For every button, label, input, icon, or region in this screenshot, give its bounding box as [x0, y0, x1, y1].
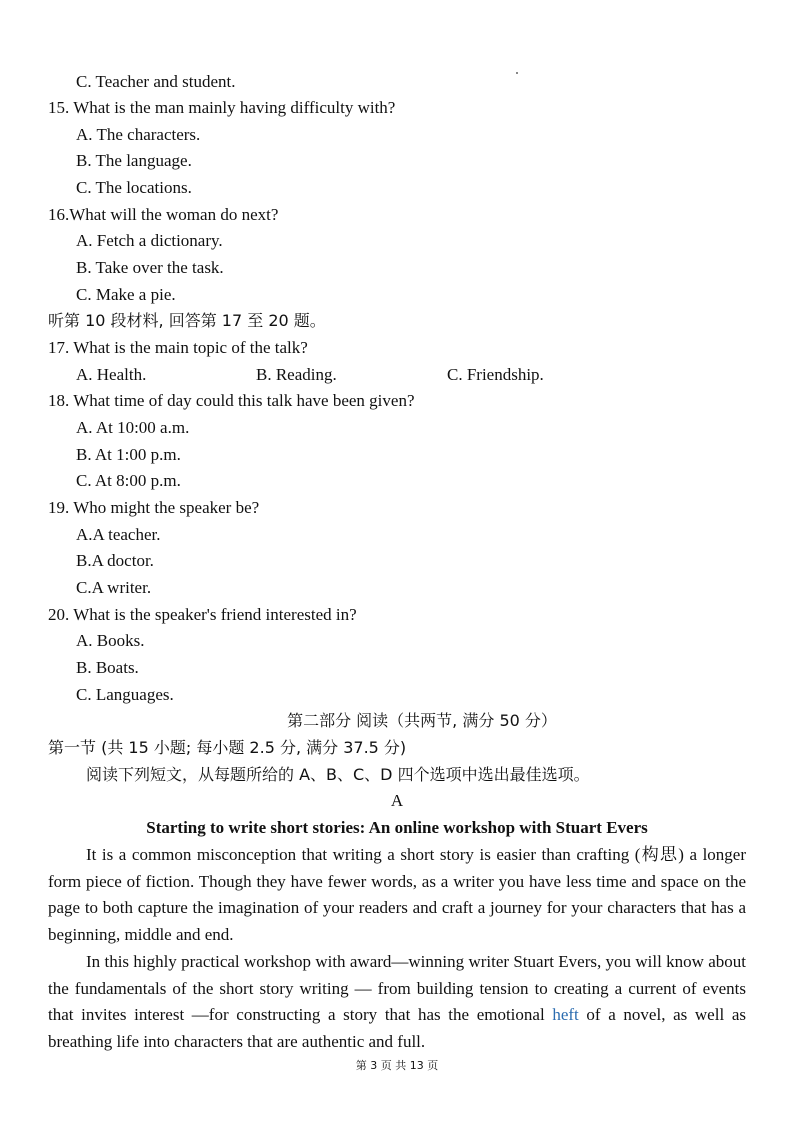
scan-speck — [516, 72, 518, 74]
passage-letter: A — [390, 791, 404, 810]
q16-option-c: C. Make a pie. — [76, 285, 176, 304]
q18-option-b: B. At 1:00 p.m. — [76, 445, 181, 464]
q16-question: 16.What will the woman do next? — [48, 205, 279, 224]
q19-option-b: B.A doctor. — [76, 551, 154, 570]
q17-question: 17. What is the main topic of the talk? — [48, 338, 308, 357]
q20-option-b: B. Boats. — [76, 658, 139, 677]
q18-question: 18. What time of day could this talk have been given? — [48, 391, 415, 410]
section1-heading: 第一节 (共 15 小题; 每小题 2.5 分, 满分 37.5 分) — [48, 738, 407, 757]
passage-title: Starting to write short stories: An online workshop with Stuart Evers — [146, 818, 648, 837]
q19-option-c: C.A writer. — [76, 578, 152, 597]
part2-title: 第二部分 阅读（共两节, 满分 50 分） — [287, 711, 557, 730]
q18-option-a: A. At 10:00 a.m. — [76, 418, 190, 437]
q14-option-c: C. Teacher and student. — [76, 72, 236, 91]
q17-option-c: C. Friendship. — [447, 365, 544, 384]
passage-paragraph-2 — [48, 949, 746, 1056]
q16-option-b: B. Take over the task. — [76, 258, 224, 277]
q20-option-a: A. Books. — [76, 631, 145, 650]
q20-option-c: C. Languages. — [76, 685, 174, 704]
q19-option-a: A.A teacher. — [76, 525, 161, 544]
q18-option-c: C. At 8:00 p.m. — [76, 471, 181, 490]
q15-option-c: C. The locations. — [76, 178, 192, 197]
q16-option-a: A. Fetch a dictionary. — [76, 231, 223, 250]
q20-question: 20. What is the speaker's friend interested in? — [48, 605, 357, 624]
instruction-section-10: 听第 10 段材料, 回答第 17 至 20 题。 — [48, 311, 326, 330]
q15-question: 15. What is the man mainly having difficulty with? — [48, 98, 396, 117]
q15-option-b: B. The language. — [76, 151, 192, 170]
paragraph-2-text: In this highly practical workshop with award—winning writer Stuart Evers, you will know about the fundamentals of the short story writing — from building tension to creating a current of events that invites interest —for constructing a story that has the emotional — [48, 952, 746, 1025]
paragraph-2-text-end: of a novel, as well as breathing life into characters that are authentic and full. — [48, 1005, 746, 1052]
highlighted-word: heft — [552, 1005, 579, 1025]
q15-option-a: A. The characters. — [76, 125, 201, 144]
q19-question: 19. Who might the speaker be? — [48, 498, 260, 517]
passage-paragraph-1: It is a common misconception that writing a short story is easier than crafting (构思) a longer form piece of fiction. Though they have fewer words, as a writer you have less time and space on the page to both capture the imagination of your readers and craft a journey for your characters that has a beginning, middle and end. — [48, 845, 746, 945]
page-number: 第 3 页 共 13 页 — [355, 1059, 439, 1072]
q17-option-a: A. Health. — [76, 365, 147, 384]
q17-option-b: B. Reading. — [256, 365, 337, 384]
reading-instruction: 阅读下列短文，从每题所给的 A、B、C、D 四个选项中选出最佳选项。 — [86, 765, 590, 784]
